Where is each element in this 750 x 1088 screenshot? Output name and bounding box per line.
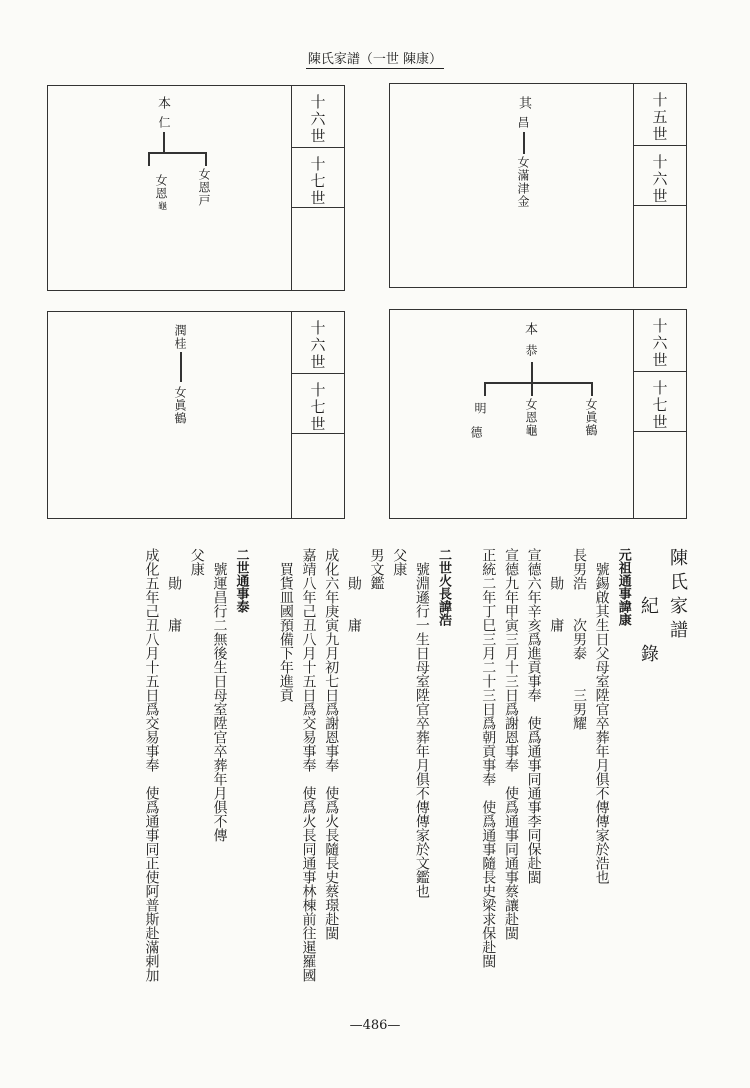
text-column: 男文鑑 bbox=[368, 548, 385, 590]
text-column: 成化五年己丑八月十五日爲交易事奉 使爲通事同正使阿普斯赴滿剌加 bbox=[143, 548, 160, 982]
generation-column bbox=[291, 86, 344, 290]
text-column: 勛 庸 bbox=[548, 548, 565, 632]
generation-label: 十六世 bbox=[634, 146, 686, 206]
genealogy-panel-bottom-left bbox=[47, 311, 345, 519]
text-column: 宣德六年辛亥爲進貢事奉 使爲通事同通事李同保赴閩 bbox=[525, 548, 542, 884]
genealogy-panel-top-left bbox=[47, 85, 345, 291]
text-column: 陳氏家譜 bbox=[667, 548, 688, 644]
text-column: 買貨皿國預備下年進貢 bbox=[277, 548, 294, 702]
text-column: 號錫啟其生日父母室陞官卒葬年月俱不傳傳家於浩也 bbox=[593, 548, 610, 884]
child-name-sub: 龜 bbox=[156, 201, 166, 211]
text-column: 二世通事泰 bbox=[233, 548, 249, 613]
child-name: 女眞鶴 bbox=[173, 386, 187, 425]
root-prefix: 本 bbox=[155, 96, 170, 110]
generation-column bbox=[633, 84, 686, 287]
record-text bbox=[52, 548, 692, 998]
generation-label: 十六世 bbox=[292, 312, 344, 374]
text-column: 號淵遜行一生日母室陞官卒葬年月俱不傳傳家於文鑑也 bbox=[413, 548, 430, 898]
generation-label: 十六世 bbox=[634, 310, 686, 372]
genealogy-panel-top-right bbox=[389, 83, 687, 288]
root-name: 潤桂 bbox=[173, 324, 187, 350]
text-column: 勛 庸 bbox=[345, 548, 362, 632]
text-column: 長男浩 次男泰 三男耀 bbox=[570, 548, 587, 730]
generation-label: 十七世 bbox=[634, 372, 686, 432]
text-column: 正統二年丁巳三月二十三日爲朝貢事奉 使爲通事隨長史梁求保赴閩 bbox=[480, 548, 497, 968]
root-name: 恭 bbox=[524, 344, 538, 357]
root-prefix: 其 bbox=[516, 96, 531, 110]
generation-column bbox=[633, 310, 686, 518]
child-name: 女滿津金 bbox=[516, 156, 530, 208]
child-name: 女恩 bbox=[154, 174, 168, 200]
text-column bbox=[454, 548, 477, 998]
child-name: 女恩龜 bbox=[524, 398, 538, 437]
page-number: —486— bbox=[349, 1018, 401, 1033]
generation-label: 十七世 bbox=[292, 148, 344, 208]
child-name: 女恩戸 bbox=[197, 168, 211, 207]
child-name: 明 bbox=[473, 402, 487, 415]
generation-column bbox=[291, 312, 344, 518]
text-column: 紀 錄 bbox=[637, 548, 659, 668]
genealogy-panel-bottom-right bbox=[389, 309, 687, 519]
text-column: 嘉靖八年己丑八月十五日爲交易事奉 使爲火長同通事林棟前往暹羅國 bbox=[300, 548, 317, 982]
text-column: 元祖通事諱康 bbox=[615, 548, 631, 626]
child-name: 女眞鶴 bbox=[584, 398, 598, 437]
root-name: 仁 bbox=[157, 116, 171, 129]
page-header: 陳氏家譜（一世 陳康） bbox=[307, 52, 443, 67]
text-column: 父康 bbox=[188, 548, 205, 576]
text-column: 成化六年庚寅九月初七日爲謝恩事奉 使爲火長隨長史蔡璟赴閩 bbox=[323, 548, 340, 940]
text-column: 勛 庸 bbox=[166, 548, 183, 632]
root-prefix: 本 bbox=[522, 322, 537, 336]
text-column: 宣德九年甲寅三月十三日爲謝恩事奉 使爲通事同通事蔡讓赴閩 bbox=[502, 548, 519, 940]
text-column: 父康 bbox=[391, 548, 408, 576]
generation-label: 十五世 bbox=[634, 84, 686, 146]
text-column bbox=[252, 548, 275, 998]
root-name: 昌 bbox=[516, 116, 530, 129]
generation-label: 十七世 bbox=[292, 374, 344, 434]
text-column: 二世火長諱浩 bbox=[435, 548, 451, 626]
child-name: 德 bbox=[469, 426, 483, 439]
generation-label: 十六世 bbox=[292, 86, 344, 148]
text-column: 號運昌行二無後生日母室陞官卒葬年月俱不傳 bbox=[211, 548, 228, 842]
